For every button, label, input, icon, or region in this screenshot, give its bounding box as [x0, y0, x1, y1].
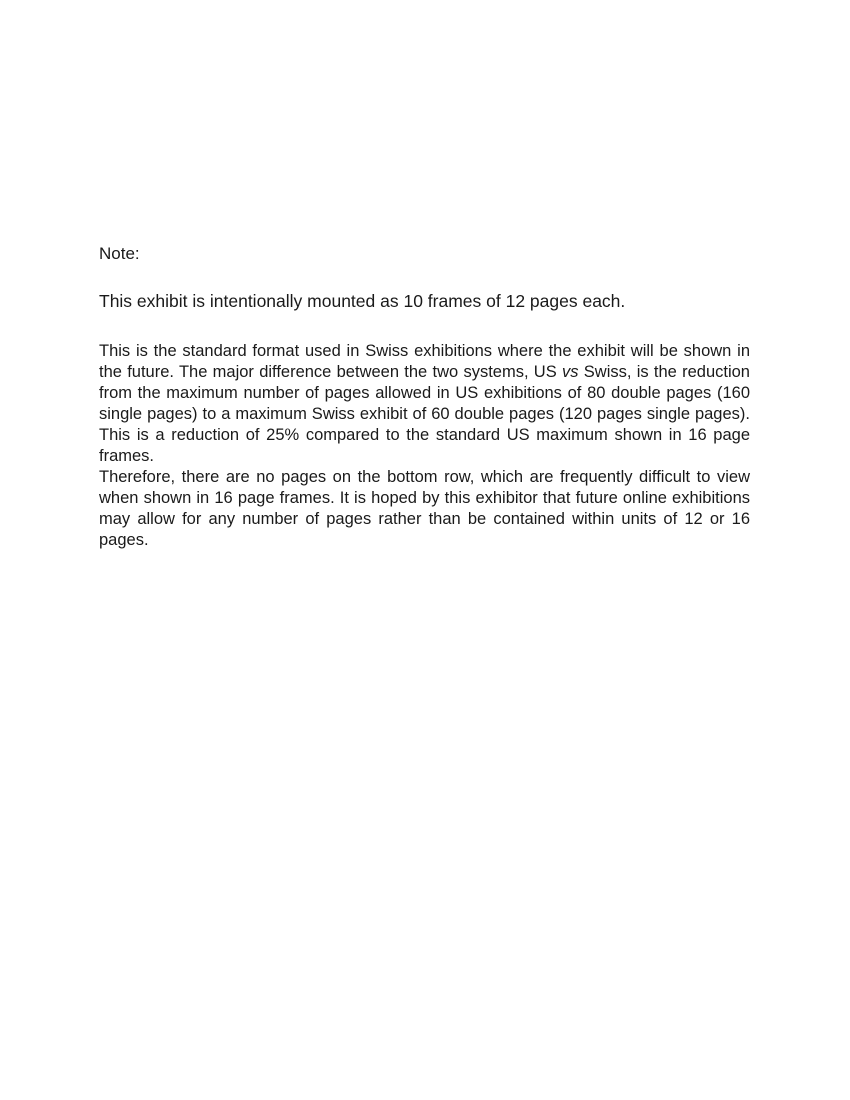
body-paragraph-2: Therefore, there are no pages on the bottom row, which are frequently difficult to view when shown in 16 page frames. It is hoped by this exhibitor that future online exhibitions may allow for any number of pages rather than be contained within units of 12 or 16 pages.: [99, 468, 750, 549]
body-paragraph-1: [99, 341, 750, 467]
paragraph-1-vs-italic: vs: [562, 363, 579, 381]
exhibit-mounting-heading: This exhibit is intentionally mounted as 10 frames of 12 pages each.: [99, 291, 626, 311]
note-text-block: [99, 243, 750, 551]
note-label: Note:: [99, 244, 140, 263]
paragraph-1-text-before-vs: This is the standard format used in Swiss exhibitions where the exhibit will be shown in the future. The major difference between the two systems, US: [99, 342, 750, 381]
paragraph-1-text-after-vs: Swiss, is the reduction from the maximum number of pages allowed in US exhibitions of 80 double pages (160 single pages) to a maximum Swiss exhibit of 60 double pages (120 pages single pages). This is a reduction of 25% compared to the standard US maximum shown in 16 page frames.: [99, 363, 750, 465]
